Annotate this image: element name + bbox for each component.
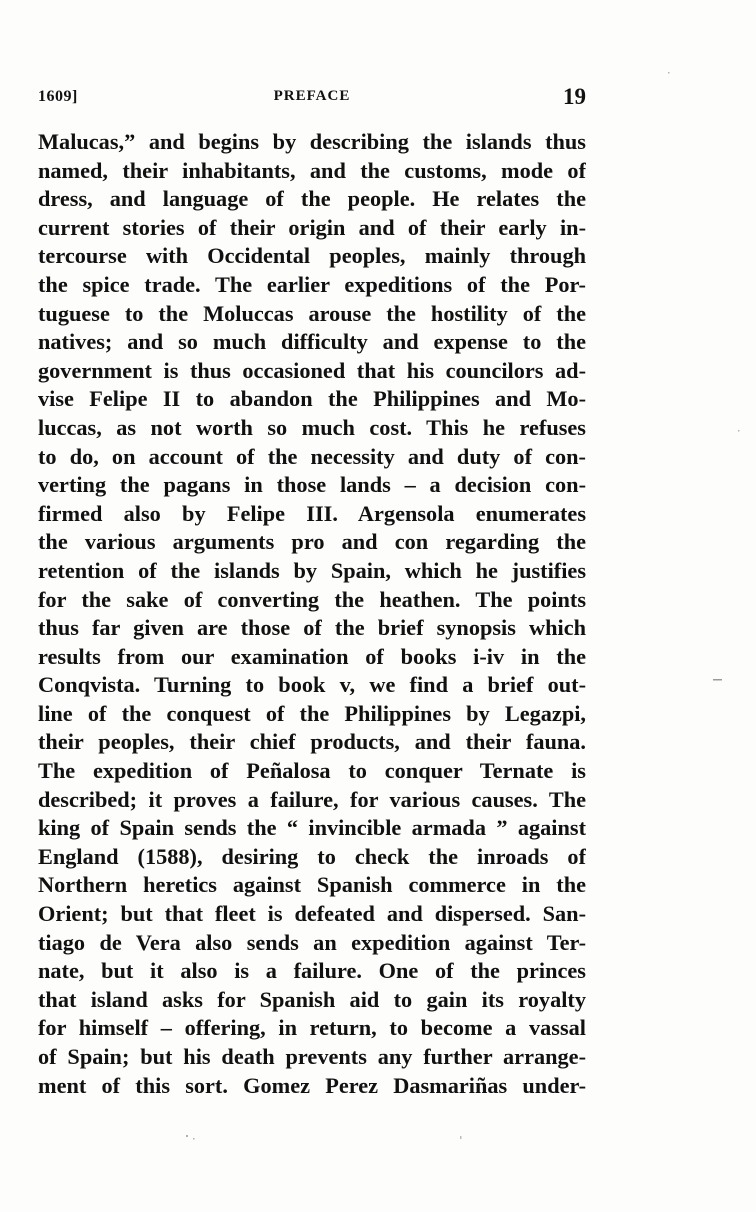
text-line: Conqvista. Turning to book v, we find a brief out- (38, 672, 586, 698)
text-line: firmed also by Felipe III. Argensola enumerates (38, 500, 586, 526)
text-line: Orient; but that fleet is defeated and dispersed. San- (38, 901, 586, 927)
text-line: Malucas,” and begins by describing the islands thus (38, 129, 586, 154)
text-line: that island asks for Spanish aid to gain its royalty (38, 986, 586, 1012)
text-line: Northern heretics against Spanish commerce in the (38, 872, 586, 898)
text-line: verting the pagans in those lands – a decision con- (38, 472, 586, 498)
text-line: luccas, as not worth so much cost. This he refuses (38, 414, 586, 440)
text-line: natives; and so much difficulty and expense to the (38, 329, 586, 355)
text-line: the various arguments pro and con regarding the (38, 529, 586, 555)
text-line: dress, and language of the people. He relates the (38, 186, 586, 212)
text-line: vise Felipe II to abandon the Philippines and Mo- (38, 386, 586, 412)
scan-speck (193, 1138, 195, 1140)
text-line: the spice trade. The earlier expeditions of the Por- (38, 271, 586, 297)
text-line: named, their inhabitants, and the customs, mode of (38, 157, 586, 183)
page-number: 19 (563, 84, 586, 109)
text-line: The expedition of Peñalosa to conquer Ternate is (38, 758, 586, 784)
text-line: tuguese to the Moluccas arouse the hostility of the (38, 300, 586, 326)
text-line: described; it proves a failure, for various causes. The (38, 786, 586, 812)
running-head-year: 1609] (38, 88, 78, 105)
text-line: nate, but it also is a failure. One of the princes (38, 958, 586, 984)
text-line: line of the conquest of the Philippines by Legazpi, (38, 700, 586, 726)
text-line: to do, on account of the necessity and duty of con- (38, 443, 586, 469)
text-line: tiago de Vera also sends an expedition against Ter- (38, 929, 586, 955)
body-text (38, 128, 586, 1100)
text-line: England (1588), desiring to check the inroads of (38, 843, 586, 869)
scan-speck (186, 1135, 188, 1137)
running-head-title: PREFACE (273, 88, 351, 104)
text-line: government is thus occasioned that his councilors ad- (38, 357, 586, 383)
scan-speck (738, 430, 740, 432)
text-line: for the sake of converting the heathen. The points (38, 586, 586, 612)
text-line: tercourse with Occidental peoples, mainly through (38, 243, 586, 269)
text-line: thus far given are those of the brief synopsis which (38, 615, 586, 641)
text-line: their peoples, their chief products, and their fauna. (38, 729, 586, 755)
text-line: retention of the islands by Spain, which he justifies (38, 557, 586, 583)
scan-speck (668, 72, 670, 74)
text-line: king of Spain sends the “ invincible armada ” against (38, 815, 586, 841)
text-line: ment of this sort. Gomez Perez Dasmariñas under- (38, 1072, 586, 1098)
scan-speck (713, 679, 722, 681)
text-line: current stories of their origin and of their early in- (38, 214, 586, 240)
scan-speck (460, 1136, 462, 1139)
text-line: of Spain; but his death prevents any further arrange- (38, 1044, 586, 1069)
text-line: results from our examination of books i-iv in the (38, 643, 586, 669)
text-line: for himself – offering, in return, to become a vassal (38, 1015, 586, 1041)
running-head (38, 86, 586, 110)
